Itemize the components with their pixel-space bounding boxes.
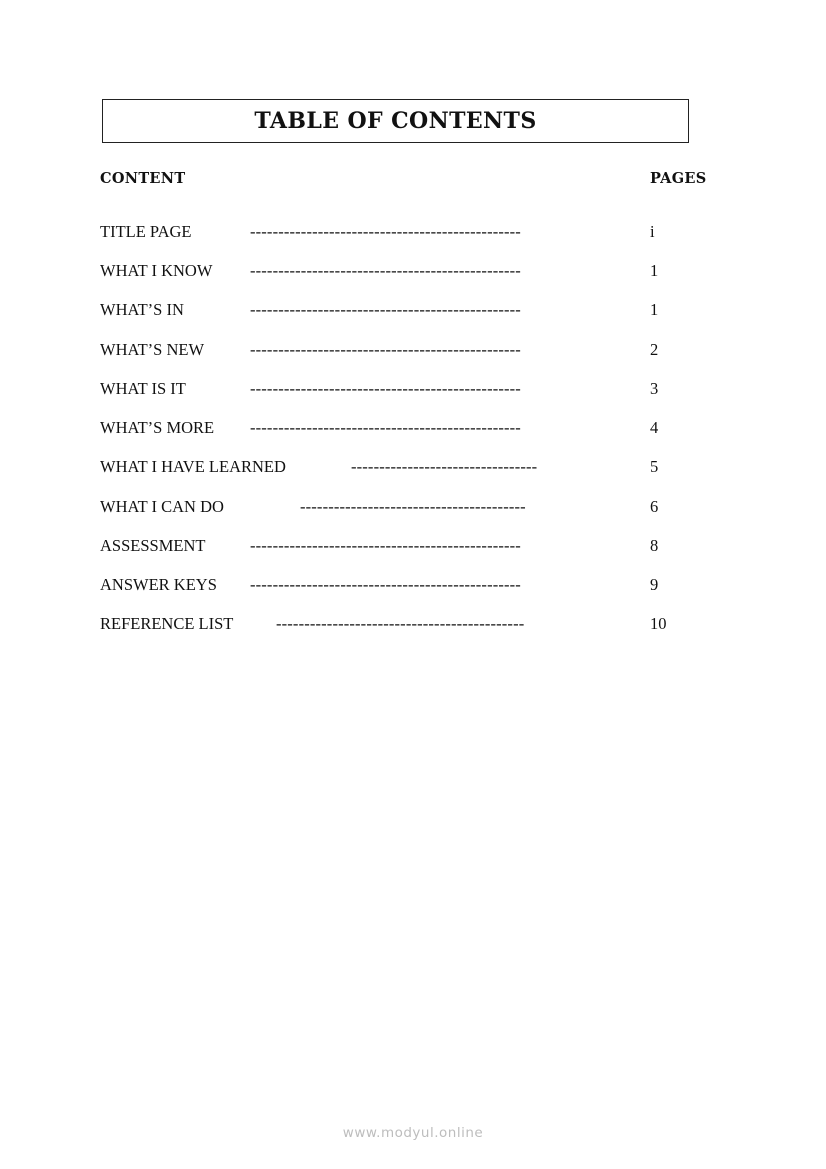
toc-entry-label: WHAT I KNOW xyxy=(100,261,213,280)
toc-leader: ------------------------------------------------ xyxy=(250,261,521,280)
content-column-header: CONTENT xyxy=(100,170,186,187)
toc-page-number: 1 xyxy=(650,261,659,280)
page-title: TABLE OF CONTENTS xyxy=(254,108,537,134)
toc-leader: --------------------------------- xyxy=(351,457,538,476)
toc-page-number: 1 xyxy=(650,300,659,319)
toc-page-number: 9 xyxy=(650,575,659,594)
toc-entry-label: WHAT I HAVE LEARNED xyxy=(100,457,286,476)
toc-leader: ---------------------------------------- xyxy=(300,497,526,516)
toc-entry-label: ASSESSMENT xyxy=(100,536,206,555)
toc-row xyxy=(0,379,826,401)
toc-entry-label: ANSWER KEYS xyxy=(100,575,217,594)
pages-column-header: PAGES xyxy=(650,170,707,187)
toc-page-number: 5 xyxy=(650,457,659,476)
toc-row xyxy=(0,457,826,479)
toc-leader: ------------------------------------------------ xyxy=(250,300,521,319)
toc-row xyxy=(0,418,826,440)
toc-entry-label: WHAT I CAN DO xyxy=(100,497,224,516)
toc-leader: ------------------------------------------------ xyxy=(250,575,521,594)
toc-row xyxy=(0,300,826,322)
toc-entry-label: TITLE PAGE xyxy=(100,222,192,241)
toc-page-number: 2 xyxy=(650,340,659,359)
toc-row xyxy=(0,575,826,597)
toc-row xyxy=(0,340,826,362)
toc-entry-label: WHAT’S IN xyxy=(100,300,184,319)
toc-entry-label: WHAT IS IT xyxy=(100,379,186,398)
toc-page-number: i xyxy=(650,222,655,241)
toc-page-number: 3 xyxy=(650,379,659,398)
toc-entry-label: WHAT’S MORE xyxy=(100,418,215,437)
toc-entry-label: WHAT’S NEW xyxy=(100,340,205,359)
toc-page-number: 10 xyxy=(650,614,667,633)
toc-row xyxy=(0,222,826,244)
toc-page-number: 4 xyxy=(650,418,659,437)
toc-row xyxy=(0,261,826,283)
toc-leader: ------------------------------------------------ xyxy=(250,536,521,555)
toc-row xyxy=(0,614,826,636)
toc-entry-label: REFERENCE LIST xyxy=(100,614,234,633)
toc-leader: ------------------------------------------------ xyxy=(250,379,521,398)
toc-row xyxy=(0,497,826,519)
toc-row xyxy=(0,536,826,558)
watermark-footer: www.modyul.online xyxy=(342,1125,484,1141)
toc-page-number: 6 xyxy=(650,497,659,516)
toc-leader: ------------------------------------------------ xyxy=(250,222,521,241)
toc-page-number: 8 xyxy=(650,536,659,555)
toc-leader: ------------------------------------------------ xyxy=(250,418,521,437)
toc-leader: ------------------------------------------------ xyxy=(250,340,521,359)
toc-leader: -------------------------------------------- xyxy=(276,614,525,633)
